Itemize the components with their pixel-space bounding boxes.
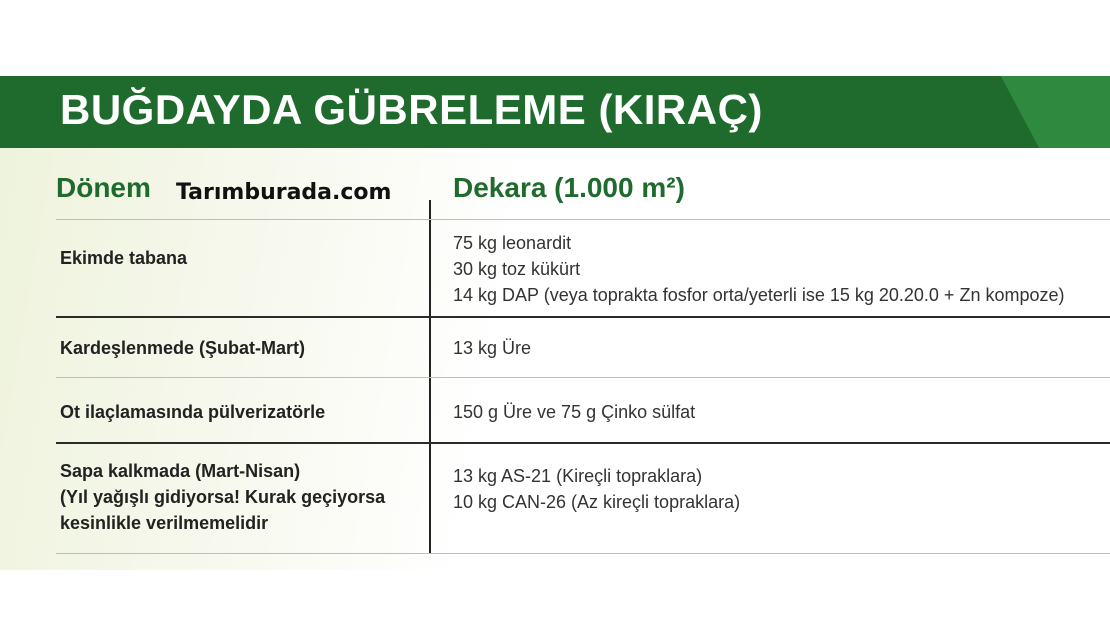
amount-text: 30 kg toz kükürt (453, 259, 581, 279)
table-row-amount (453, 399, 695, 425)
row-divider (56, 442, 1110, 444)
banner-accent-stripe (1001, 76, 1110, 148)
table-row-period (60, 458, 385, 536)
amount-text: 150 g Üre ve 75 g Çinko sülfat (453, 402, 696, 422)
period-text: Ekimde tabana (60, 248, 188, 268)
table-row-amount (453, 230, 1064, 308)
watermark-text: Tarımburada.com (176, 180, 392, 205)
column-header-amount: Dekara (1.000 m²) (453, 172, 685, 203)
period-text: Ot ilaçlamasında pülverizatörle (60, 402, 326, 422)
amount-text: 13 kg Üre (453, 338, 532, 358)
row-divider (56, 377, 1110, 378)
header-rule (56, 219, 1110, 220)
amount-text: 10 kg CAN-26 (Az kireçli topraklara) (453, 492, 741, 512)
table-row-amount (453, 463, 740, 515)
table-row-period (60, 399, 325, 425)
title-banner (0, 76, 1110, 148)
table-row-amount (453, 335, 531, 361)
period-text: Kardeşlenmede (Şubat-Mart) (60, 338, 306, 358)
column-header-period: Dönem (56, 172, 151, 203)
table-row-period (60, 335, 305, 361)
amount-text: 75 kg leonardit (453, 233, 572, 253)
period-text: (Yıl yağışlı gidiyorsa! Kurak geçiyorsa (60, 487, 386, 507)
amount-text: 13 kg AS-21 (Kireçli topraklara) (453, 466, 703, 486)
page-title: BUĞDAYDA GÜBRELEME (KIRAÇ) (60, 86, 763, 133)
period-text: Sapa kalkmada (Mart-Nisan) (60, 461, 301, 481)
table-bottom-rule (56, 553, 1110, 554)
table-row-period (60, 245, 187, 271)
row-divider (56, 316, 1110, 318)
amount-text: 14 kg DAP (veya toprakta fosfor orta/yeterli ise 15 kg 20.20.0 + Zn kompoze) (453, 285, 1065, 305)
period-text: kesinlikle verilmemelidir (60, 513, 269, 533)
